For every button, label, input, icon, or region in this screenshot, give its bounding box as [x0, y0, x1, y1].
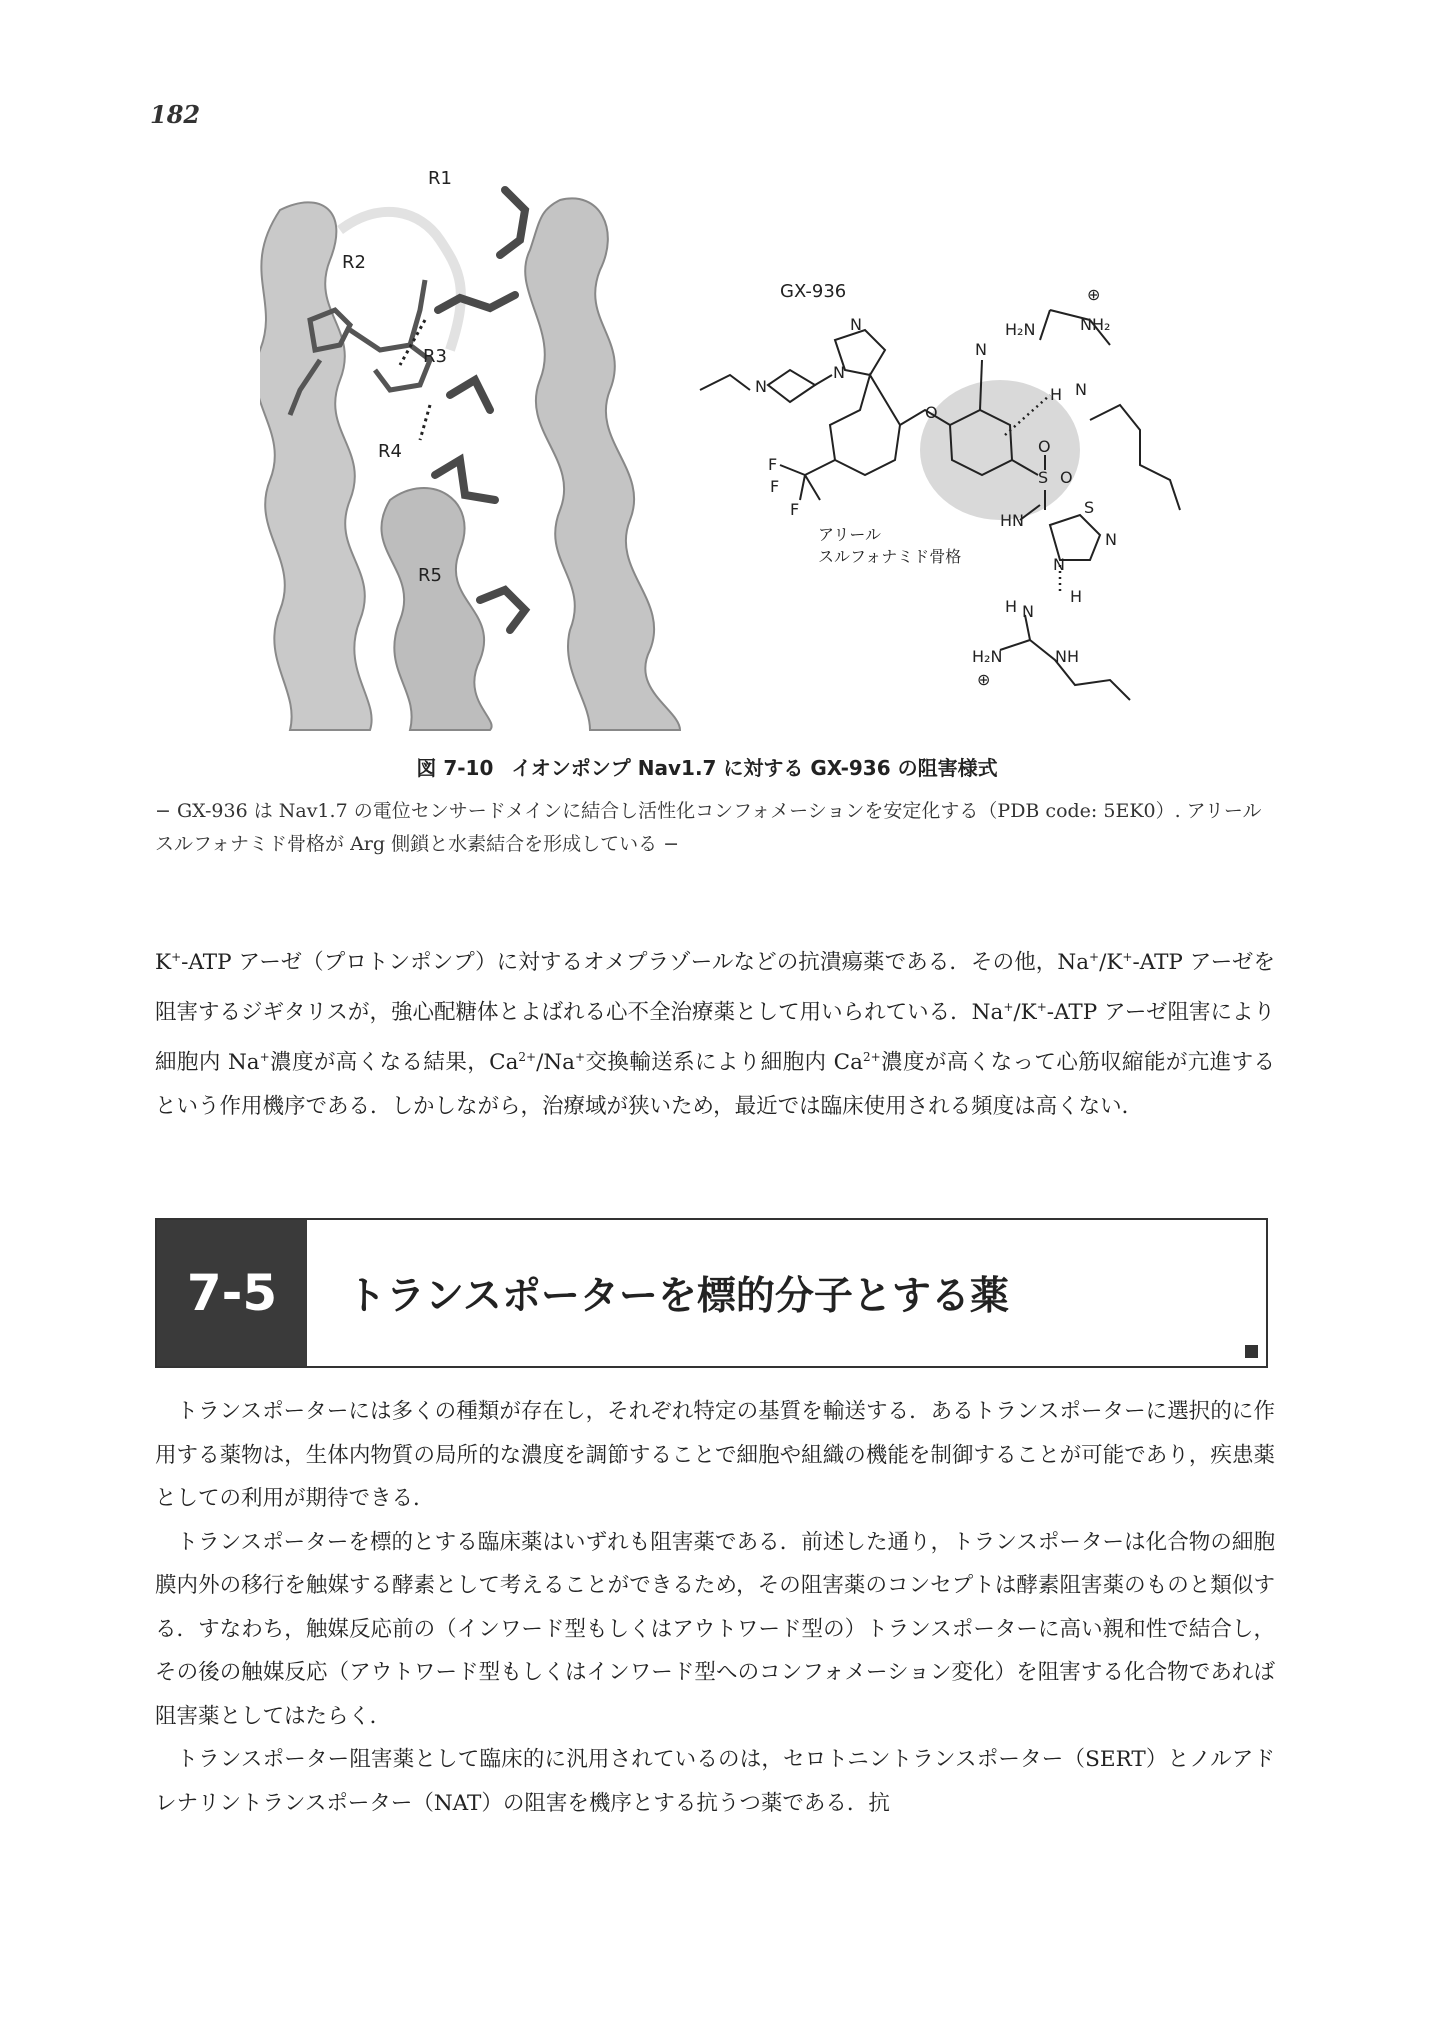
atom-hn: HN [1000, 511, 1024, 530]
text-k3: /K [1013, 1000, 1037, 1026]
text-g: -ATP アーゼ阻害により細胞内 Na [155, 1000, 1275, 1076]
skeleton-bonds [700, 310, 1180, 700]
atom-o-sulfonyl-1: O [1038, 437, 1051, 456]
atom-h2n-top: H₂N [1005, 320, 1036, 339]
text-na2: /Na [536, 1050, 575, 1076]
atom-f-1: F [768, 455, 778, 474]
figure-number: 図 7-10 [416, 756, 494, 780]
sup-plus: + [574, 1050, 586, 1065]
sup-2plus: 2+ [518, 1050, 537, 1065]
atom-n-azetidine: N [755, 377, 767, 396]
atom-n-nitrile: N [975, 340, 987, 359]
residue-label-r1: R1 [428, 170, 452, 189]
page-number: 182 [150, 100, 201, 129]
atom-n-thiadiazole-1: N [1105, 530, 1117, 549]
figure-caption-description: − GX-936 は Nav1.7 の電位センサードメインに結合し活性化コンフォメーションを安定化する（PDB code: 5EK0）. アリールスルフォナミド骨格が Arg 側鎖と水素結合を形成している − [155, 800, 1262, 855]
atom-o-ether: O [925, 403, 938, 422]
atom-f-2: F [770, 477, 780, 496]
atom-s-thiadiazole: S [1084, 498, 1095, 517]
text-b: -ATP アーゼ（プロトンポンプ）に対するオメプラゾールなどの抗潰瘍薬である．その他， [181, 950, 1058, 976]
atom-n-pyrazole-1: N [833, 363, 845, 382]
text-j: 交換輸送系により細胞内 Ca [585, 1050, 863, 1076]
section-body [155, 1390, 1275, 1825]
atom-f-3: F [790, 500, 800, 519]
figure-artwork [260, 170, 1220, 740]
atom-nh-bottom: NH [1055, 647, 1079, 666]
text-na: Na [1057, 950, 1090, 976]
atom-h-top: H [1050, 385, 1063, 404]
figure-caption-title [0, 752, 1432, 781]
text-e: -ATP アーゼを阻害するジギタリスが，強心配糖体とよばれる心不全治療薬として用いられている．Na [155, 950, 1275, 1026]
chemical-structure [700, 281, 1180, 700]
body-paragraph-3: トランスポーター阻害薬として臨床的に汎用されているのは，セロトニントランスポーター（SERT）とノルアドレナリントランスポーター（NAT）の阻害を機序とする抗うつ薬である．抗 [155, 1747, 1275, 1816]
text-k-end: 濃度が高くなって心筋収縮能が亢進するという作用機序である．しかしながら，治療域が狭いため，最近では臨床使用される頻度は高くない． [155, 1050, 1275, 1120]
residue-label-r2: R2 [342, 252, 366, 273]
atom-n-pyrazole-2: N [850, 315, 862, 334]
atom-n-thiadiazole-2: N [1053, 555, 1065, 574]
body-paragraph-1: トランスポーターには多くの種類が存在し，それぞれ特定の基質を輸送する．あるトランスポーターに選択的に作用する薬物は，生体内物質の局所的な濃度を調節することで細胞や組織の機能を制御することが可能であり，疾患薬としての利用が期待できる． [155, 1399, 1275, 1511]
scaffold-label-line1: アリール [818, 525, 882, 544]
protein-ribbon-structure [260, 170, 700, 730]
residue-label-r3: R3 [423, 346, 447, 367]
sup-plus: + [259, 1050, 270, 1065]
corner-mark-icon [1245, 1345, 1258, 1358]
atom-h-bottom: H [1070, 587, 1083, 606]
sup-plus: + [1089, 950, 1100, 964]
text-k: K [155, 950, 172, 976]
sup-plus: + [1036, 1000, 1047, 1015]
sup-plus: + [1122, 950, 1133, 964]
atom-s-sulfonyl: S [1038, 468, 1049, 487]
atom-nh2-top: NH₂ [1080, 315, 1111, 334]
text-h: 濃度が高くなる結果，Ca [269, 1050, 519, 1076]
residue-label-r5: R5 [418, 565, 442, 586]
atom-h-bottom-2: H [1005, 597, 1018, 616]
compound-label: GX-936 [780, 281, 847, 302]
sup-plus: + [171, 950, 182, 964]
atom-h2n-bottom: H₂N [972, 647, 1003, 666]
plus-charge-bottom: ⊕ [977, 670, 991, 689]
figure-7-10 [260, 170, 1220, 740]
paragraph-ion-pumps [155, 935, 1275, 1129]
section-title: トランスポーターを標的分子とする薬 [347, 1274, 1009, 1319]
residue-label-r4: R4 [378, 441, 402, 462]
figure-title: イオンポンプ Nav1.7 に対する GX-936 の阻害様式 [511, 756, 998, 780]
text-k2: /K [1099, 950, 1123, 976]
section-number: 7-5 [157, 1220, 307, 1366]
section-heading-box [155, 1218, 1268, 1368]
atom-n-bottom: N [1022, 602, 1034, 621]
atom-n-top: N [1075, 380, 1087, 399]
atom-o-sulfonyl-2: O [1060, 468, 1073, 487]
scaffold-label-line2: スルフォナミド骨格 [818, 547, 962, 566]
sup-2plus: 2+ [862, 1050, 881, 1065]
body-paragraph-2: トランスポーターを標的とする臨床薬はいずれも阻害薬である．前述した通り，トランスポーターは化合物の細胞膜内外の移行を触媒する酵素として考えることができるため，その阻害薬のコンセプトは酵素阻害薬のものと類似する．すなわち，触媒反応前の（インワード型もしくはアウトワード型の）トランスポーターに高い親和性で結合し，その後の触媒反応（アウトワード型もしくはインワード型へのコンフォメーション変化）を阻害する化合物であれば阻害薬としてはたらく． [155, 1529, 1275, 1729]
plus-charge-top: ⊕ [1087, 285, 1101, 304]
sup-plus: + [1003, 1000, 1014, 1015]
